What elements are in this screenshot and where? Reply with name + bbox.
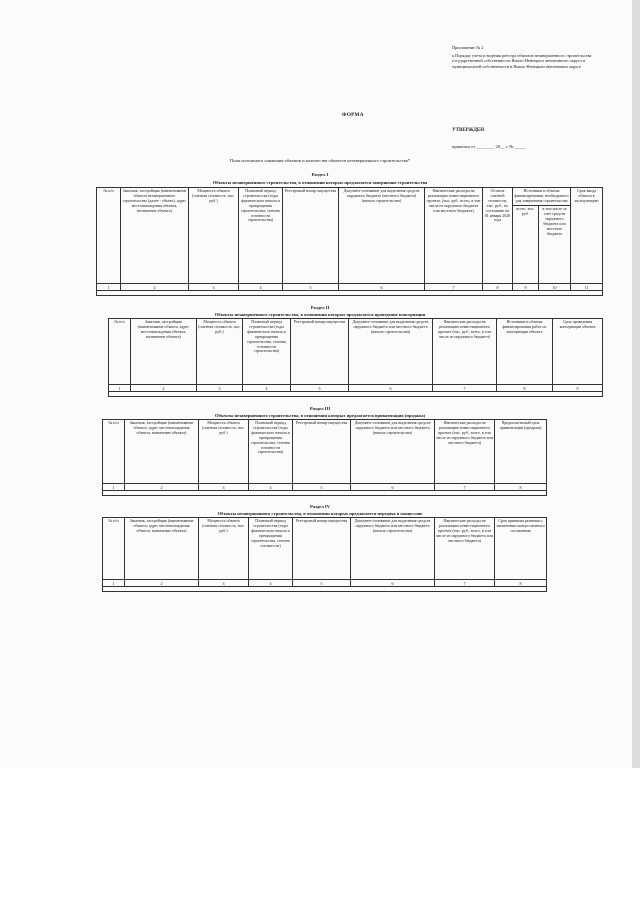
column-number: 2 [131,385,197,392]
column-number: 6 [349,385,433,392]
appendix-number: Приложение № 2 [452,45,484,50]
header-cell: Реестровый номер имущества [293,518,351,580]
header-cell: Срок проведения консервации объекта [553,319,603,385]
section-4-table [102,517,547,592]
header-cell: Плановый период строительства (годы фактического начала и прекращения строительства, степень готовности строительства) [239,188,283,284]
column-number: 7 [433,385,497,392]
column-number: 4 [243,385,291,392]
header-cell: Заказчик, застройщик (наименование объекта, адрес местонахождения объекта, назначение объекта) [125,518,199,580]
plan-title: План поэтапного снижения объемов и количества объектов незавершенного строительства* [229,158,411,163]
section-2-subtitle: Объекты незавершенного строительства, в отношении которых предлагается проведение консервации [214,312,426,317]
column-number: 2 [125,484,199,491]
column-number: 1 [109,385,131,392]
column-number: 8 [495,484,547,491]
column-number: 6 [351,484,435,491]
section-4-title: Раздел IV [309,504,331,509]
header-cell: Заказчик, застройщик (наименование объекта, адрес местонахождения объекта, назначение объекта) [125,420,199,484]
page-edge-shadow [632,0,640,768]
section-1-table [96,187,603,296]
header-cell: Плановый период строительства (годы фактического начала и прекращения строительства, степень готовности) [249,518,293,580]
empty-row [103,587,547,592]
header-cell: Плановый период строительства (годы фактического начала и прекращения строительства, степень готовности строительства) [249,420,293,484]
empty-row [97,291,603,296]
column-number: 8 [495,580,547,587]
column-number: 5 [283,284,339,291]
header-cell: Фактические расходы на реализацию инвестиционного проекта, (тыс. руб., всего, в том числе из окружного бюджета или местного бюджета) [425,188,483,284]
header-cell: Источники и объемы финансирования работ по консервации объекта [497,319,553,385]
header-cell: № п/п [103,518,125,580]
column-number: 5 [293,580,351,587]
column-number: 5 [291,385,349,392]
column-number: 1 [97,284,121,291]
column-number: 6 [339,284,425,291]
column-number: 3 [199,580,249,587]
section-3-subtitle: Объекты незавершенного строительства, в отношении которых предлагается приватизация (продажа) [215,413,425,418]
column-number: 3 [189,284,239,291]
column-number: 7 [425,284,483,291]
section-3-title: Раздел III [309,406,331,411]
column-number: 4 [249,580,293,587]
column-number: 11 [571,284,603,291]
header-cell: Документ-основание для выделения средств окружного бюджета или местного бюджета (начала строительства) [351,420,435,484]
subheader-cell: в том числе за счет средств окружного бюджета или местного бюджета [539,206,571,284]
column-number: 7 [435,484,495,491]
header-cell: Плановый период строительства (годы фактического начала и прекращения строительства, степень готовности строительства) [243,319,291,385]
column-number: 2 [121,284,189,291]
header-cell: Остаток сметной стоимости, тыс. руб., по состоянию на 01 января 2020 года [483,188,513,284]
order-line: приказом от ________ 20__ г. № _____ [452,144,526,149]
column-number: 1 [103,484,125,491]
blank-area [0,768,640,905]
column-number: 5 [293,484,351,491]
column-number: 4 [249,484,293,491]
column-number: 3 [197,385,243,392]
column-number: 8 [483,284,513,291]
empty-row [109,392,603,397]
header-cell: Срок ввода объекта в эксплуатацию [571,188,603,284]
header-cell: Документ-основание для выделения средств окружного бюджета (местного бюджета) (начала строительства) [339,188,425,284]
header-cell: Фактические расходы на реализацию инвестиционного проекта (тыс. руб., всего, в том числе из окружного бюджета или местного бюджета) [435,420,495,484]
section-4-subtitle: Объекты незавершенного строительства, в отношении которых предлагается передача в концессию [217,511,423,516]
header-cell: Мощность объекта (сметная стоимость, тыс. руб.) [199,420,249,484]
header-cell: Фактические расходы на реализацию инвестиционного проекта (тыс. руб., всего, в том числе из окружного бюджета) [433,319,497,385]
header-cell: № п/п [97,188,121,284]
header-cell: Реестровый номер имущества [283,188,339,284]
header-cell: № п/п [109,319,131,385]
column-number: 7 [435,580,495,587]
column-number: 4 [239,284,283,291]
column-number: 10 [539,284,571,291]
form-label: ФОРМА [342,112,364,118]
approved-label: УТВЕРЖДЕН [452,128,485,133]
column-number: 9 [553,385,603,392]
section-1-title: Раздел I [311,172,329,177]
header-cell: Документ-основание для выделения средств окружного бюджета или местного бюджета (начала строительства) [349,319,433,385]
section-3-table [102,419,547,496]
header-cell: Источники и объемы финансирования, необходимого для завершения строительства [513,188,571,206]
header-cell: Документ-основание для выделения средств окружного бюджета или местного бюджета (начала строительства) [351,518,435,580]
column-number: 9 [513,284,539,291]
empty-row [103,491,547,496]
header-cell: Заказчик, застройщик (наименование объекта, адрес местонахождения объекта, назначение объекта) [131,319,197,385]
header-cell: № п/п [103,420,125,484]
section-2-title: Раздел II [310,305,330,310]
subheader-cell: всего, тыс. руб. [513,206,539,284]
column-number: 3 [199,484,249,491]
header-cell: Срок принятия решения о заключении концессионного соглашения [495,518,547,580]
column-number: 6 [351,580,435,587]
column-number: 1 [103,580,125,587]
header-cell: Заказчик, застройщик (наименование объекта незавершенного строительства (далее - объект), адрес местонахождения объекта, назначение объекта) [121,188,189,284]
header-cell: Предполагаемый срок приватизации (продажи) [495,420,547,484]
header-cell: Мощность объекта (сметная стоимость, тыс. руб.) [189,188,239,284]
appendix-text: к Порядку учета и ведения реестра объектов незавершенного строительства государственной собственности Ямало-Ненецкого автономного округа и муниципальной собственности в Ямало-Ненецком автономном округе [452,53,592,69]
header-cell: Реестровый номер имущества [291,319,349,385]
header-cell: Мощность объекта (сметная стоимость, тыс. руб.) [199,518,249,580]
appendix-block [452,45,612,72]
header-cell: Фактические расходы на реализацию инвестиционного проекта (тыс. руб., всего, в том числе из окружного бюджета или местного бюджета) [435,518,495,580]
header-cell: Реестровый номер имущества [293,420,351,484]
column-number: 8 [497,385,553,392]
column-number: 2 [125,580,199,587]
section-1-subtitle: Объекты незавершенного строительства, в отношении которых предлагается завершение строительства [212,180,428,185]
section-2-table [108,318,603,397]
header-cell: Мощность объекта (сметная стоимость, тыс. руб.) [197,319,243,385]
